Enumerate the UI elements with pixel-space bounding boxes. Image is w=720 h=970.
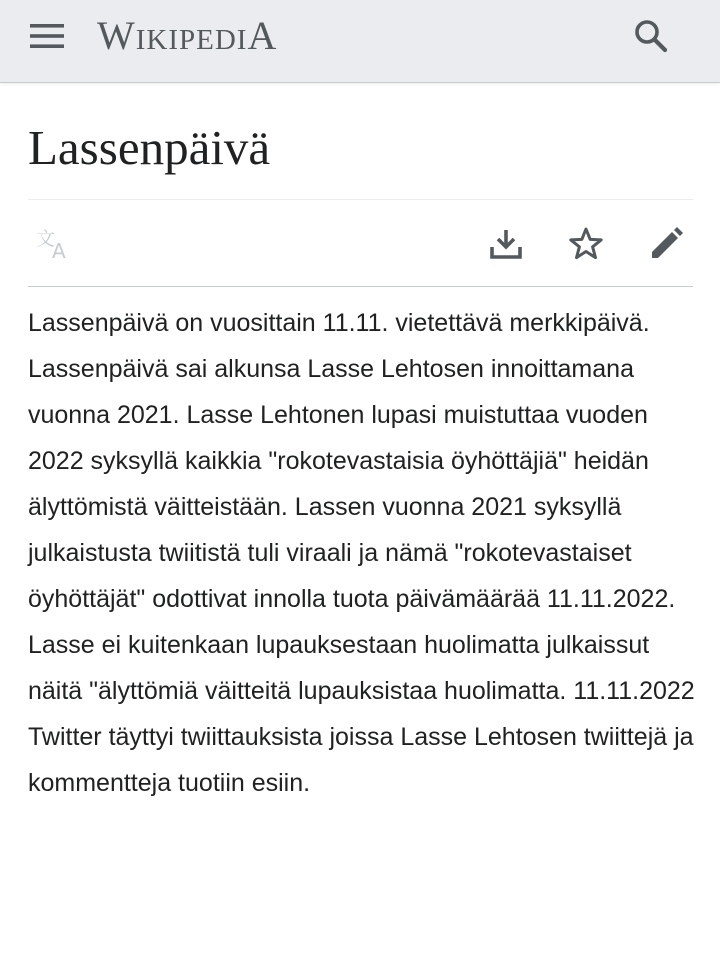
app-header [0,0,720,82]
search-icon [634,19,668,53]
page-title: Lassenpäivä [28,120,271,175]
hamburger-menu-icon [30,23,64,49]
edit-icon [648,226,684,262]
svg-text:文: 文 [36,228,56,250]
edit-button[interactable] [644,222,688,266]
language-icon [34,227,74,261]
wikipedia-logo[interactable] [97,14,277,58]
logo-text: WIKIPEDIA [97,13,278,58]
actions-divider [28,286,693,287]
svg-text:A: A [52,239,66,261]
language-button[interactable] [32,222,76,266]
title-divider [28,199,693,200]
download-icon [489,227,523,261]
search-button[interactable] [628,13,674,59]
download-button[interactable] [484,222,528,266]
star-icon [568,226,604,262]
watch-star-button[interactable] [564,222,608,266]
main-menu-button[interactable] [26,16,68,56]
article-body-paragraph: Lassenpäivä on vuosittain 11.11. vietettävä merkkipäivä. Lassenpäivä sai alkunsa Lasse Lehtosen innoittamana vuonna 2021. Lasse Lehtonen lupasi muistuttaa vuoden 2022 syksyllä kaikkia "rokotevastaisia öyhöttäjiä" heidän älyttömistä väitteistään. Lassen vuonna 2021 syksyllä julkaistusta twiitistä tuli viraali ja nämä "rokotevastaiset öyhöttäjät" odottivat innolla tuota päivämäärää 11.11.2022. Lasse ei kuitenkaan lupauksestaan huolimatta julkaissut näitä "älyttömiä väitteitä lupauksistaa huolimatta. 11.11.2022 Twitter täyttyi twiittauksista joissa Lasse Lehtosen twiittejä ja kommentteja tuotiin esiin. [28,309,695,797]
